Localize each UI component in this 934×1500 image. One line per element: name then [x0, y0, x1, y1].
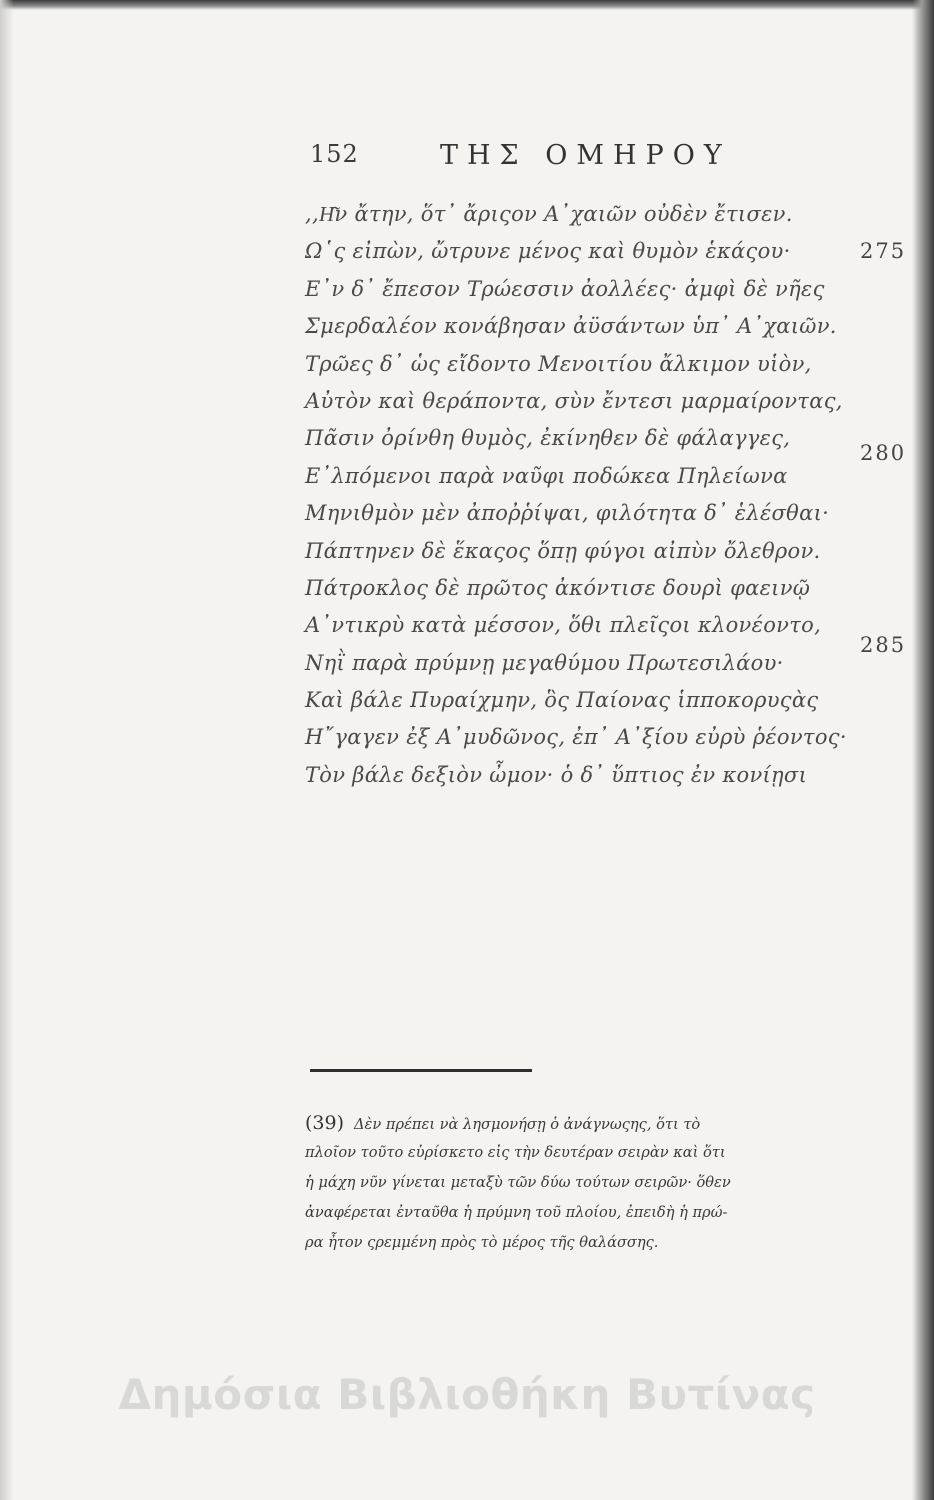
- verse-block: [305, 196, 847, 794]
- verse-line: [305, 719, 847, 756]
- verse-line: [305, 645, 825, 682]
- footnote-line: [305, 1108, 905, 1138]
- page-edge-shadow-top: [0, 0, 934, 10]
- verse-text: Πάπτηνεν δὲ ἕκαςος ὅπῃ φύγοι αἰπὺν ὄλεθρον.: [305, 538, 821, 563]
- verse-line: [305, 383, 843, 420]
- footnote-text: ρα ἦτον ςρεμμένη πρὸς τὸ μέρος τῆς θαλάσσης.: [305, 1234, 659, 1251]
- running-title: ΤΗΣ ΟΜΗΡΟΥ: [440, 140, 731, 171]
- verse-text: Α᾽ντικρὺ κατὰ μέσσον, ὅθι πλεῖςοι κλονέοντο,: [305, 613, 822, 638]
- footnote-line: [305, 1228, 905, 1258]
- verse-line: [305, 495, 830, 532]
- verse-line: [305, 233, 825, 270]
- line-number: 275: [860, 239, 907, 263]
- verse-line: [305, 458, 825, 495]
- verse-text: Ω῾ς εἰπὼν, ὤτρυνε μένος καὶ θυμὸν ἑκάςου·: [305, 239, 791, 264]
- verse-text: ,,Η͂ν ἄτην, ὅτ᾽ ἄριςον Α᾽χαιῶν οὐδὲν ἔτισεν.: [305, 202, 793, 226]
- verse-line: [305, 757, 825, 794]
- verse-line: [305, 196, 825, 233]
- page-header: [300, 140, 780, 180]
- verse-line: [305, 308, 837, 345]
- verse-text: Πᾶσιν ὀρίνθη θυμὸς, ἐκίνηθεν δὲ φάλαγγες,: [305, 426, 791, 451]
- page-number: 152: [310, 140, 359, 168]
- footnote: [305, 1108, 905, 1258]
- verse-line: [305, 533, 825, 570]
- verse-text: Ε᾽λπόμενοι παρὰ ναῦφι ποδώκεα Πηλείωνα: [305, 463, 788, 488]
- verse-line: [305, 271, 825, 308]
- footnote-text: Δὲν πρέπει νὰ λησμονήσῃ ὁ ἀνάγνωςης, ὅτι τὸ: [354, 1116, 701, 1133]
- library-watermark: Δημόσια Βιβλιοθήκη Βυτίνας: [118, 1370, 816, 1419]
- verse-text: Νηῒ παρὰ πρύμνῃ μεγαθύμου Πρωτεσιλάου·: [305, 650, 784, 675]
- footnote-text: ἡ μάχη νῦν γίνεται μεταξὺ τῶν δύω τούτων σειρῶν· ὅθεν: [305, 1174, 731, 1191]
- footnote-divider: [310, 1069, 532, 1072]
- line-number: 285: [860, 633, 907, 657]
- verse-line: [305, 570, 825, 607]
- verse-line: [305, 607, 825, 644]
- verse-text: Τὸν βάλε δεξιὸν ὦμον· ὁ δ᾽ ὕπτιος ἐν κονίῃσι: [305, 762, 808, 787]
- footnote-line: [305, 1198, 905, 1228]
- verse-text: Καὶ βάλε Πυραίχμην, ὃς Παίονας ἱπποκορυςὰς: [305, 688, 819, 713]
- verse-text: Ε᾽ν δ᾽ ἔπεσον Τρώεσσιν ἀολλέες· ἀμφὶ δὲ νῆες: [305, 276, 825, 301]
- footnote-mark: (39): [305, 1112, 345, 1134]
- verse-text: Πάτροκλος δὲ πρῶτος ἀκόντισε δουρὶ φαεινῷ: [305, 575, 811, 600]
- verse-text: Αὐτὸν καὶ θεράποντα, σὺν ἔντεσι μαρμαίροντας,: [305, 388, 843, 413]
- footnote-line: [305, 1168, 905, 1198]
- footnote-text: ἀναφέρεται ἐνταῦθα ἡ πρύμνη τοῦ πλοίου, ἐπειδὴ ἡ πρώ-: [305, 1204, 728, 1221]
- page-edge-shadow-right: [912, 0, 934, 1500]
- verse-line: [305, 420, 825, 457]
- verse-text: Σμερδαλέον κονάβησαν ἀϋσάντων ὑπ᾽ Α᾽χαιῶν.: [305, 314, 837, 339]
- page-edge-shadow-left: [0, 0, 14, 1500]
- verse-text: Μηνιθμὸν μὲν ἀποῤῥίψαι, φιλότητα δ᾽ ἑλέσθαι·: [305, 501, 830, 526]
- footnote-text: πλοῖον τοῦτο εὑρίσκετο εἰς τὴν δευτέραν σειρὰν καὶ ὅτι: [305, 1144, 726, 1161]
- line-number: 280: [860, 441, 907, 465]
- verse-line: [305, 346, 825, 383]
- verse-line: [305, 682, 825, 719]
- verse-text: Τρῶες δ᾽ ὡς εἴδοντο Μενοιτίου ἄλκιμον υἱὸν,: [305, 351, 812, 376]
- verse-text: Η῎γαγεν ἐξ Α᾽μυδῶνος, ἐπ᾽ Α᾽ξίου εὐρὺ ῥέοντος·: [305, 725, 847, 750]
- footnote-line: [305, 1138, 905, 1168]
